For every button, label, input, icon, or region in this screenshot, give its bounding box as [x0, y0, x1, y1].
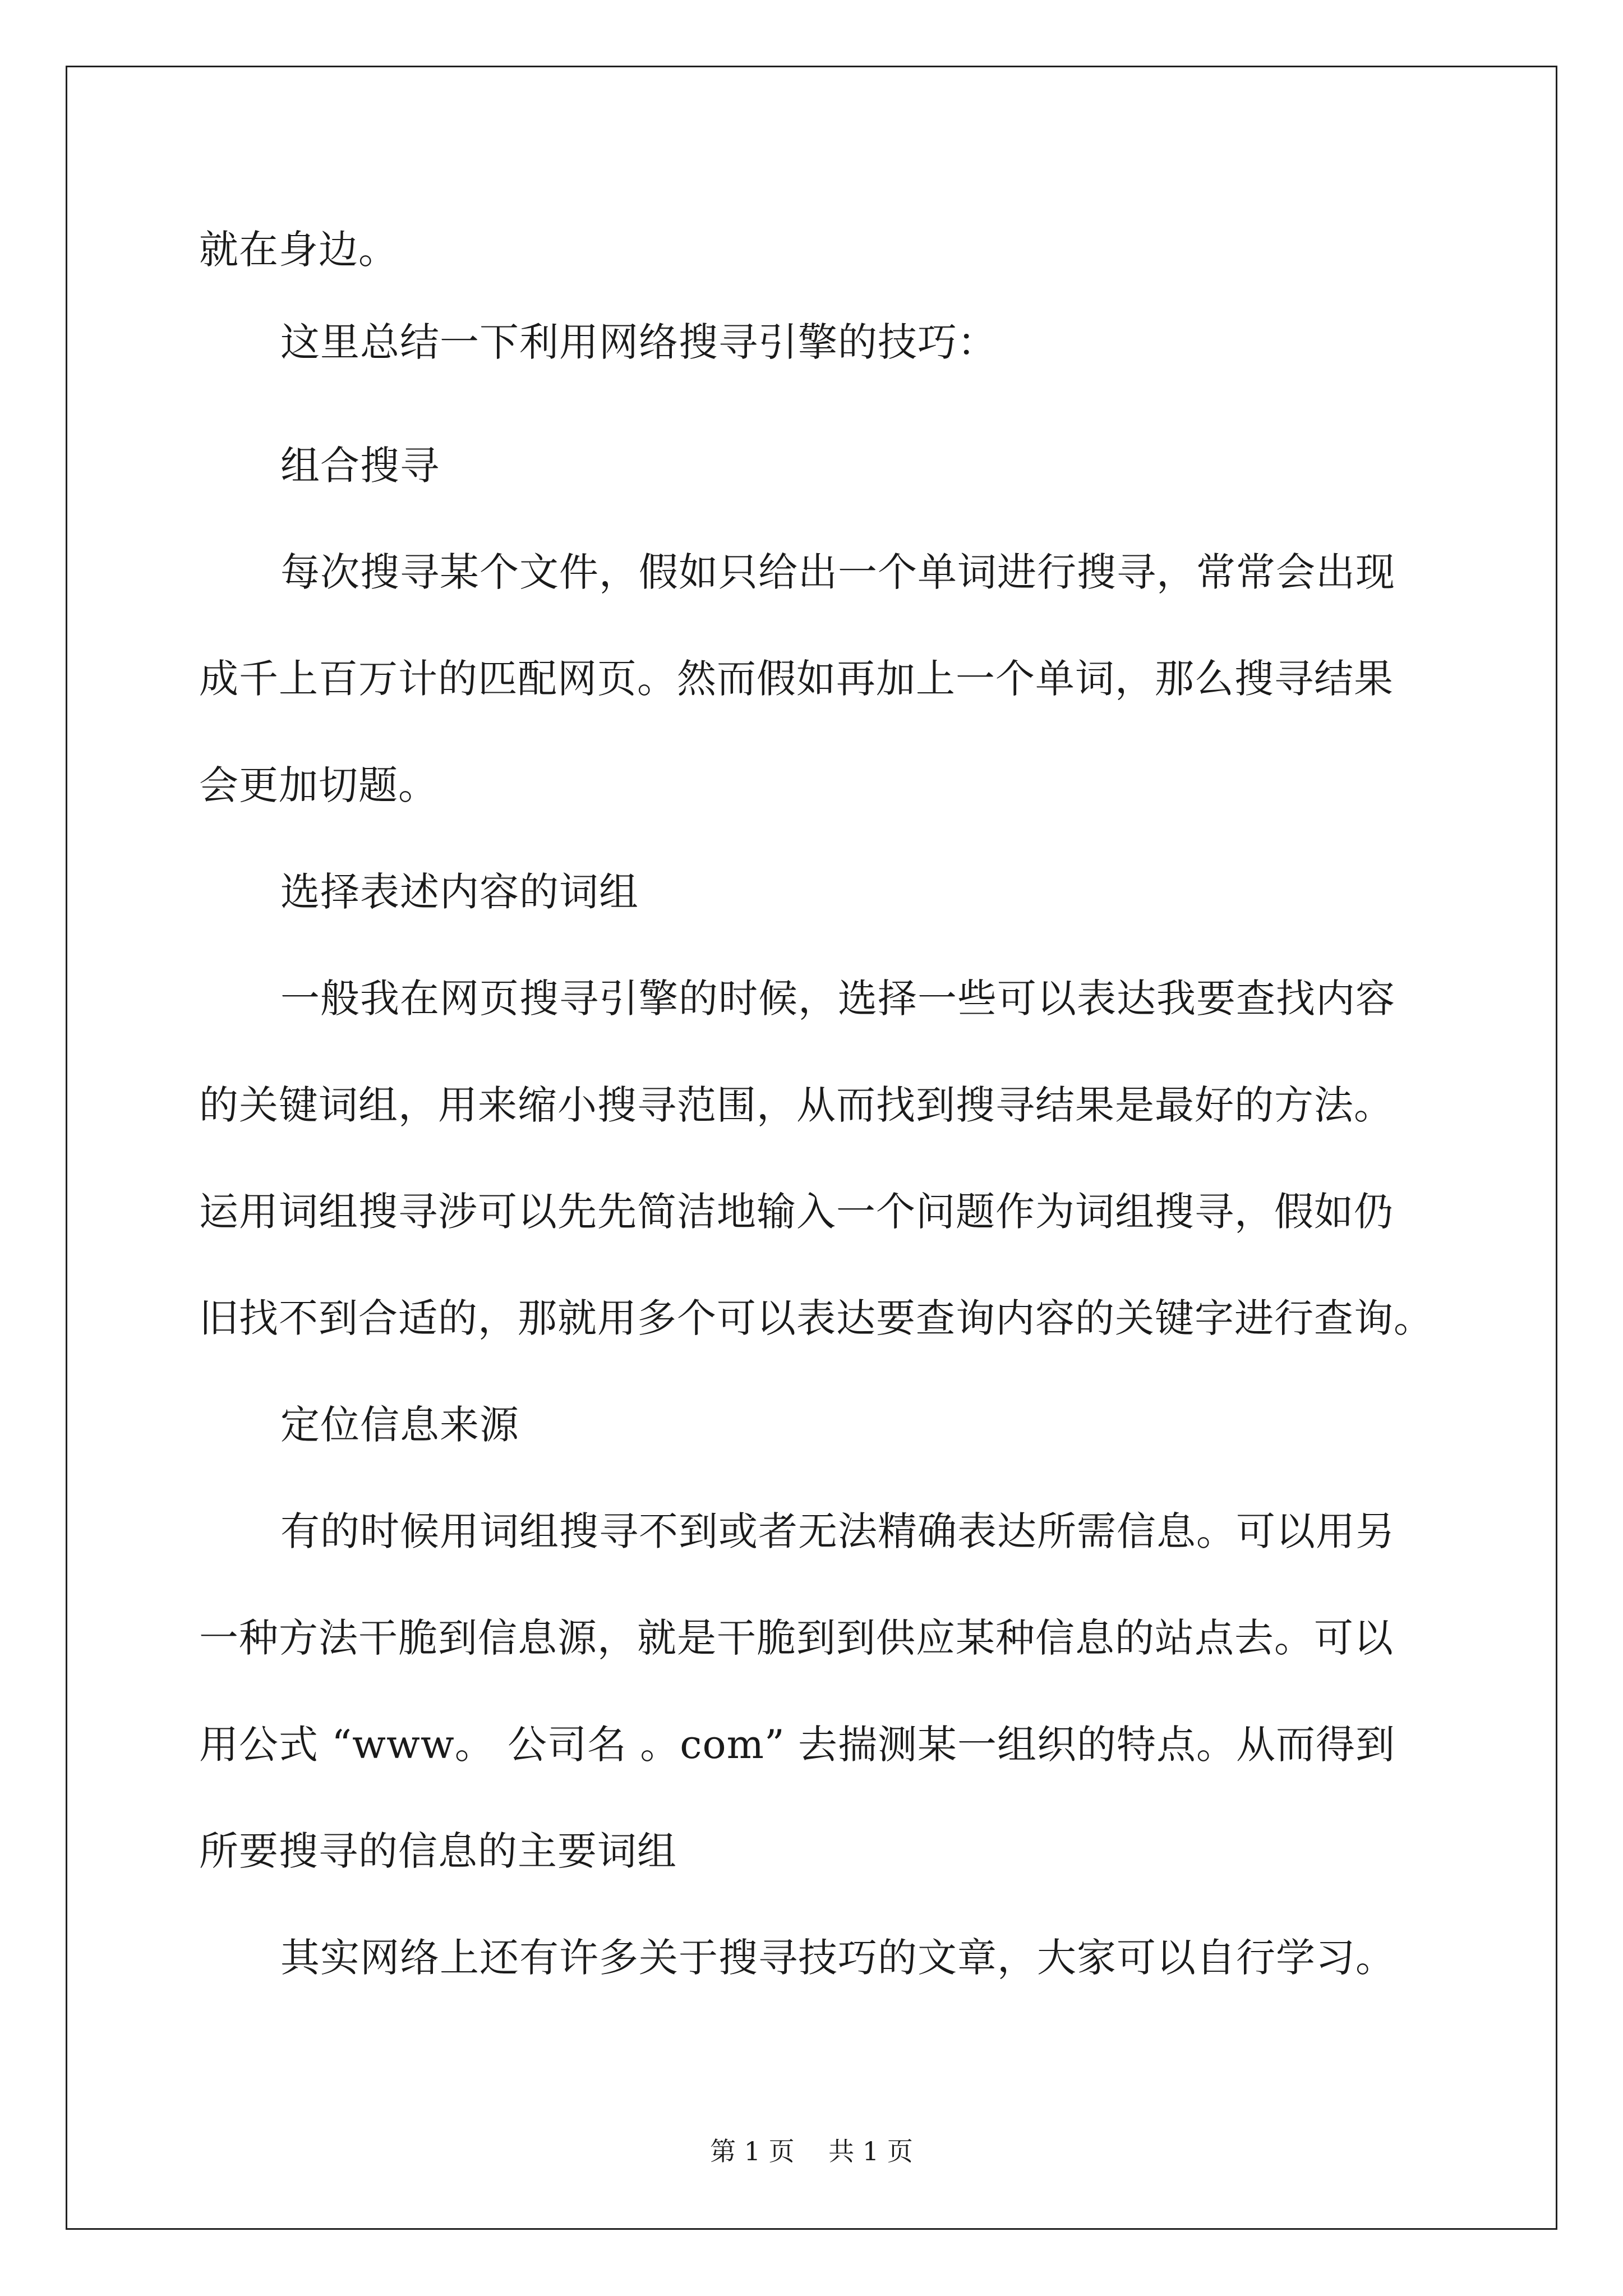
page-number-footer: 第 1 页 共 1 页: [710, 2136, 913, 2166]
paragraph-line: 的关键词组，用来缩小搜寻范围，从而找到搜寻结果是最好的方法。: [199, 1082, 1394, 1128]
paragraph-line: 所要搜寻的信息的主要词组: [199, 1828, 677, 1874]
paragraph-line: 一种方法干脆到信息源，就是干脆到到供应某种信息的站点去。可以: [199, 1615, 1394, 1661]
page-border: [66, 66, 1557, 2230]
paragraph-line: 会更加切题。: [199, 762, 438, 808]
section-heading: 选择表述内容的词组: [280, 869, 639, 915]
paragraph-line: 有的时候用词组搜寻不到或者无法精确表达所需信息。可以用另: [280, 1508, 1395, 1554]
paragraph-line: 一般我在网页搜寻引擎的时候，选择一些可以表达我要查找内容: [280, 976, 1395, 1022]
paragraph-line: 运用词组搜寻涉可以先先简洁地输入一个问题作为词组搜寻，假如仍: [199, 1189, 1394, 1235]
paragraph-line: 这里总结一下利用网络搜寻引擎的技巧：: [280, 319, 997, 365]
section-heading: 组合搜寻: [280, 443, 440, 489]
section-heading: 定位信息来源: [280, 1402, 519, 1448]
paragraph-line: 用公式 “www。 公司名 。com” 去揣测某一组织的特点。从而得到: [199, 1722, 1396, 1768]
paragraph-line: 就在身边。: [199, 227, 398, 273]
paragraph-line: 旧找不到合适的，那就用多个可以表达要查询内容的关键字进行查询。: [199, 1295, 1433, 1341]
paragraph-line: 其实网络上还有许多关于搜寻技巧的文章，大家可以自行学习。: [280, 1935, 1395, 1981]
paragraph-line: 每次搜寻某个文件，假如只给出一个单词进行搜寻，常常会出现: [280, 549, 1395, 595]
paragraph-line: 成千上百万计的匹配网页。然而假如再加上一个单词，那么搜寻结果: [199, 656, 1394, 702]
